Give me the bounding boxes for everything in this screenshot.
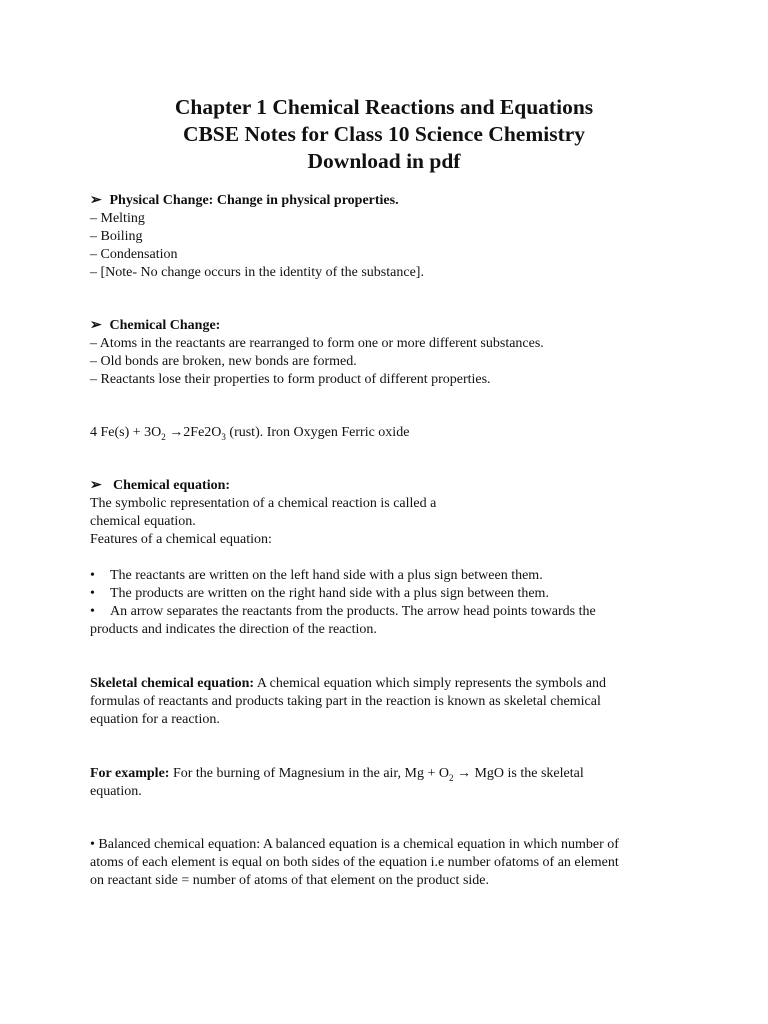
subscript: 3 [221, 431, 226, 442]
balanced-equation-section [90, 836, 690, 890]
list-item: – Old bonds are broken, new bonds are formed. [90, 354, 357, 369]
equation-part: →2Fe2O [165, 425, 222, 440]
example-text: For the burning of Magnesium in the air, Mg + O [169, 766, 449, 781]
list-item: – Atoms in the reactants are rearranged to form one or more different substances. [90, 336, 544, 351]
balanced-text: on reactant side = number of atoms of that element on the product side. [90, 873, 489, 888]
title-line-2: CBSE Notes for Class 10 Science Chemistry [182, 122, 586, 146]
skeletal-text: A chemical equation which simply represents the symbols and [254, 676, 606, 691]
list-item: – Condensation [90, 247, 178, 262]
balanced-text: Balanced chemical equation: A balanced equation is a chemical equation in which number of [94, 837, 619, 852]
list-item: – [Note- No change occurs in the identity of the substance]. [90, 265, 424, 280]
definition-line: chemical equation. [90, 514, 196, 529]
skeletal-equation-section [90, 675, 690, 729]
bullet-item [90, 567, 690, 585]
bullet-continuation: products and indicates the direction of the reaction. [90, 622, 377, 637]
bullet-icon: • [90, 604, 95, 619]
document-title [0, 94, 768, 175]
skeletal-label: Skeletal chemical equation: [90, 676, 255, 691]
physical-change-heading-text: Physical Change: Change in physical properties. [109, 193, 399, 208]
bullet-icon: • [90, 586, 95, 601]
example-text: equation. [90, 784, 142, 799]
bullet-item [90, 603, 690, 621]
definition-line: The symbolic representation of a chemical reaction is called a [90, 496, 437, 511]
title-line-1: Chapter 1 Chemical Reactions and Equations [174, 95, 594, 119]
chemical-equation-section [90, 477, 690, 639]
bullet-icon: • [90, 837, 95, 852]
features-label: Features of a chemical equation: [90, 532, 272, 547]
arrow-bullet-icon: ➢ [90, 193, 102, 208]
list-item: – Reactants lose their properties to form product of different properties. [90, 372, 491, 387]
arrow-bullet-icon: ➢ [90, 478, 102, 493]
skeletal-text: equation for a reaction. [90, 712, 220, 727]
list-item: – Boiling [90, 229, 143, 244]
list-item: – Melting [90, 211, 145, 226]
bullet-icon: • [90, 568, 95, 583]
physical-change-section [90, 192, 690, 282]
chemical-change-section [90, 317, 690, 389]
example-section [90, 765, 690, 801]
equation-part: (rust). Iron Oxygen Ferric oxide [225, 425, 410, 440]
physical-change-heading [90, 192, 690, 210]
equation-part: 4 Fe(s) + 3O [90, 425, 162, 440]
chemical-equation-heading [90, 477, 690, 495]
example-text: → MgO is the skeletal [453, 766, 584, 781]
bullet-text: The products are written on the right hand side with a plus sign between them. [110, 586, 549, 601]
bullet-text: The reactants are written on the left hand side with a plus sign between them. [110, 568, 543, 583]
bullet-text: An arrow separates the reactants from the products. The arrow head points towards the [110, 604, 596, 619]
skeletal-text: formulas of reactants and products taking part in the reaction is known as skeletal chemical [90, 694, 601, 709]
chemical-equation-heading-text: Chemical equation: [113, 478, 231, 493]
example-label: For example: [90, 766, 170, 781]
subscript: 2 [448, 772, 454, 783]
chemical-change-heading [90, 317, 690, 335]
chemical-change-heading-text: Chemical Change: [109, 318, 221, 333]
subscript: 2 [161, 431, 166, 442]
rust-equation [90, 424, 690, 442]
arrow-bullet-icon: ➢ [90, 318, 102, 333]
balanced-text: atoms of each element is equal on both sides of the equation i.e number ofatoms of an element [90, 855, 619, 870]
title-line-3: Download in pdf [307, 149, 461, 173]
bullet-item [90, 585, 690, 603]
